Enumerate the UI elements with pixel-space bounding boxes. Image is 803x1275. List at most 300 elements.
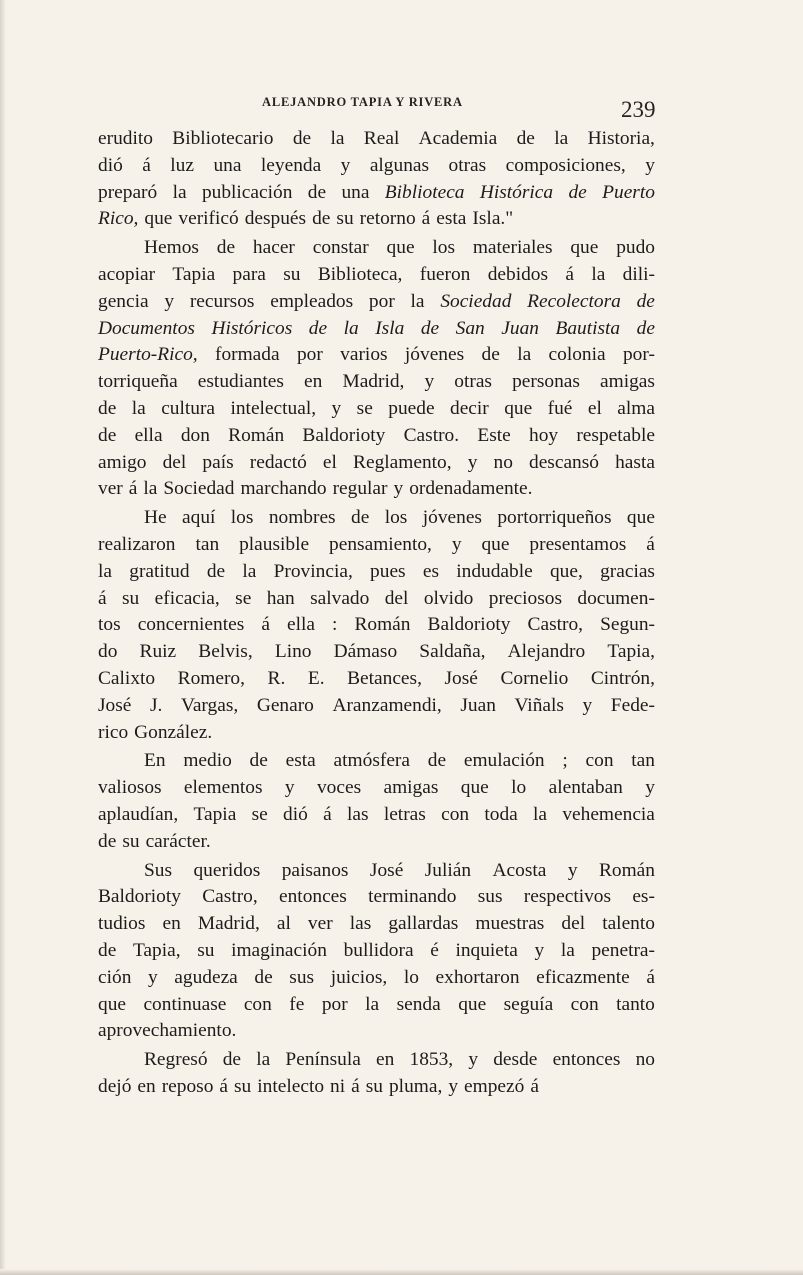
word: á	[323, 803, 332, 825]
word: gallardas	[388, 913, 459, 935]
word: Bibliotecario	[172, 128, 274, 149]
paragraph	[98, 1047, 655, 1101]
word: Aranzamendi,	[332, 694, 442, 716]
word: su	[283, 263, 301, 285]
word: gencia	[98, 290, 149, 312]
word: Madrid,	[342, 371, 405, 393]
word: la	[410, 290, 425, 312]
word: juicios,	[330, 966, 388, 988]
word: Biblioteca,	[317, 263, 403, 285]
word: Juan	[501, 317, 539, 339]
word: y	[582, 694, 593, 716]
paragraph	[98, 858, 655, 1046]
word: Isla	[375, 317, 405, 339]
word: sus	[477, 886, 503, 908]
text-line	[98, 938, 655, 965]
word: por	[296, 344, 323, 366]
word: pudo	[616, 237, 655, 259]
word: entonces	[279, 886, 347, 908]
word: voces	[316, 777, 362, 799]
word: hoy	[529, 424, 559, 446]
page-bottom-edge	[0, 1269, 803, 1275]
word: Provincia,	[273, 560, 353, 582]
word: Documentos	[98, 317, 195, 339]
word: emulación	[463, 750, 545, 772]
word: la	[554, 128, 569, 149]
word: la	[343, 317, 359, 339]
word: portorriqueños	[497, 507, 612, 529]
word: Puerto	[602, 181, 655, 203]
word: á	[646, 533, 655, 555]
word: Tapia,	[132, 939, 181, 961]
word: y	[424, 371, 435, 393]
word: Castro,	[202, 886, 258, 908]
word: puede	[388, 397, 435, 419]
word: á	[142, 154, 151, 176]
word: que	[386, 237, 415, 259]
word: aplaudían,	[98, 803, 179, 825]
word: muestras	[475, 913, 545, 935]
word: que	[626, 507, 655, 529]
text-line	[98, 992, 655, 1019]
text-line	[98, 802, 655, 829]
word: seguía	[503, 993, 554, 1015]
text-line	[98, 829, 655, 856]
text-line	[98, 965, 655, 992]
word: y	[393, 478, 404, 500]
word: presentamos	[529, 533, 627, 555]
word: que	[458, 993, 487, 1015]
text-line	[98, 666, 655, 693]
word: Academia	[418, 128, 498, 149]
word: y	[448, 1075, 459, 1097]
word: con	[570, 993, 599, 1015]
word: y	[284, 777, 295, 799]
word: de	[98, 424, 117, 446]
word: debidos	[487, 263, 549, 285]
word: la	[143, 478, 158, 500]
word: aquí	[182, 507, 216, 529]
word: fueron	[419, 263, 471, 285]
word: pluma,	[388, 1075, 443, 1097]
word: intelecto	[257, 1075, 325, 1097]
word: por-	[622, 344, 655, 366]
word: la	[98, 560, 112, 582]
word: respetable	[576, 424, 655, 446]
word: Puerto-Rico,	[98, 344, 198, 366]
word: para	[232, 263, 266, 285]
word: su	[197, 939, 215, 961]
word: Viñals	[514, 694, 564, 716]
word: regular	[332, 478, 388, 500]
word: que,	[549, 560, 583, 582]
word: letras	[383, 803, 426, 825]
word: dió	[98, 154, 123, 176]
word: las	[346, 803, 369, 825]
word: leyenda	[260, 154, 322, 176]
word: toda	[484, 803, 518, 825]
word: aprovechamiento.	[98, 1020, 237, 1042]
word: Juan	[460, 694, 496, 716]
word: ni	[330, 1075, 346, 1097]
word: don	[180, 424, 210, 446]
word: recursos	[189, 290, 255, 312]
word: amigas	[383, 777, 439, 799]
word: por	[368, 290, 395, 312]
word: pensamiento,	[329, 533, 432, 555]
word: y	[467, 451, 478, 473]
word: á	[351, 1075, 360, 1097]
word: é	[430, 939, 439, 961]
word: Reglamento,	[353, 451, 452, 473]
word: Isla."	[472, 208, 514, 230]
word: Acosta	[492, 859, 547, 881]
word: amigas	[600, 371, 655, 393]
word: y	[567, 859, 578, 881]
word: del	[561, 913, 586, 935]
word: de	[351, 507, 370, 529]
word: y	[451, 533, 462, 555]
word: José	[369, 859, 404, 881]
word: documen-	[577, 587, 655, 609]
paragraph	[98, 505, 655, 746]
word: terminando	[368, 886, 457, 908]
paragraph	[98, 126, 655, 233]
word: pues	[370, 560, 406, 582]
word: San	[455, 317, 485, 339]
text-body	[98, 126, 655, 1101]
word: Sociedad	[440, 290, 512, 312]
word: agudeza	[174, 966, 238, 988]
word: fe	[289, 993, 305, 1015]
word: tudios	[98, 913, 146, 935]
text-line	[98, 1018, 655, 1045]
word: tanto	[616, 993, 655, 1015]
page-number: 239	[621, 97, 656, 122]
word: Fede-	[610, 694, 655, 716]
word: sus	[289, 966, 315, 988]
text-line	[98, 126, 655, 153]
word: que	[570, 237, 599, 259]
word: de	[420, 317, 440, 339]
word: acopiar	[98, 263, 156, 285]
word: su	[336, 208, 354, 230]
text-line	[98, 289, 655, 316]
word: la	[365, 993, 380, 1015]
word: carácter.	[145, 830, 211, 852]
word: dió	[283, 803, 308, 825]
word: de	[98, 939, 117, 961]
word: continuase	[143, 993, 227, 1015]
word: valiosos	[98, 777, 162, 799]
word: queridos	[193, 859, 261, 881]
word: Castro.	[403, 424, 460, 446]
word: Sus	[144, 859, 173, 881]
word: y	[164, 290, 175, 312]
word: inquieta	[455, 939, 518, 961]
word: en	[376, 1049, 395, 1071]
word: marchando	[240, 478, 327, 500]
word: R.	[267, 667, 286, 689]
word: la	[560, 939, 575, 961]
word: En	[144, 750, 166, 772]
text-line	[98, 396, 655, 423]
word: tan	[631, 750, 655, 772]
word: su	[365, 1075, 383, 1097]
word: su	[122, 830, 140, 852]
word: Román	[598, 859, 655, 881]
word: de	[427, 750, 447, 772]
word: decir	[450, 397, 489, 419]
word: vehemencia	[562, 803, 655, 825]
word: Román	[228, 424, 285, 446]
word: es-	[632, 886, 655, 908]
word: entonces	[552, 1049, 621, 1071]
word: y	[331, 397, 342, 419]
word: descansó	[529, 451, 599, 473]
word: otras	[448, 154, 487, 176]
word: fué	[547, 397, 573, 419]
word: Román	[354, 614, 411, 636]
word: plausible	[239, 533, 310, 555]
word: de	[98, 830, 117, 852]
word: do	[98, 641, 118, 663]
word: respectivos	[523, 886, 612, 908]
paragraph	[98, 235, 655, 503]
word: empezó	[464, 1075, 525, 1097]
word: jóvenes	[422, 507, 482, 529]
word: á	[421, 208, 431, 230]
word: que	[144, 208, 173, 230]
text-line	[98, 693, 655, 720]
word: Romero,	[177, 667, 245, 689]
word: que	[460, 777, 489, 799]
word: ción	[98, 966, 132, 988]
word: las	[349, 913, 372, 935]
word: á	[530, 1075, 539, 1097]
word: Tapia	[193, 803, 237, 825]
word: jóvenes	[404, 344, 465, 366]
word: una	[341, 181, 370, 203]
word: esta	[436, 208, 467, 230]
word: los	[432, 237, 456, 259]
text-line	[98, 180, 655, 207]
word: erudito	[98, 128, 153, 149]
word: hacer	[252, 237, 295, 259]
word: Genaro	[256, 694, 314, 716]
word: personas	[512, 371, 580, 393]
word: y	[468, 1049, 479, 1071]
word: concernientes	[137, 614, 245, 636]
word: desde	[493, 1049, 538, 1071]
word: ella	[286, 614, 315, 636]
word: colonia	[548, 344, 606, 366]
word: y	[645, 154, 655, 176]
word: con	[243, 993, 272, 1015]
word: senda	[396, 993, 441, 1015]
word: el	[587, 397, 602, 419]
word: preparó	[98, 181, 158, 203]
word: reposo	[161, 1075, 214, 1097]
word: Cornelio	[500, 667, 569, 689]
word: del	[162, 451, 187, 473]
word: en	[304, 371, 323, 393]
word: Hemos	[144, 237, 199, 259]
word: Castro,	[527, 614, 584, 636]
word: Calixto	[98, 667, 156, 689]
word: y	[340, 154, 351, 176]
word: de	[222, 1049, 242, 1071]
word: y	[147, 966, 158, 988]
word: los	[384, 507, 408, 529]
word: lo	[511, 777, 527, 799]
word: que	[98, 993, 126, 1015]
text-line	[98, 748, 655, 775]
word: ver	[307, 913, 333, 935]
text-line	[98, 1047, 655, 1074]
word: redactó	[249, 451, 307, 473]
word: Lino	[274, 641, 312, 663]
word: esta	[285, 750, 316, 772]
word: ver	[98, 478, 123, 500]
text-line	[98, 369, 655, 396]
word: han	[266, 587, 295, 609]
word: de	[206, 560, 226, 582]
word: José	[98, 694, 132, 716]
word: 1853,	[409, 1049, 454, 1071]
running-head	[0, 93, 803, 122]
word: la	[131, 397, 146, 419]
word: elementos	[183, 777, 263, 799]
word: medio	[183, 750, 232, 772]
word: la	[517, 344, 532, 366]
word: Julián	[424, 859, 472, 881]
word: de	[568, 181, 587, 203]
word: Vargas,	[180, 694, 239, 716]
word: Betances,	[347, 667, 422, 689]
word: atmósfera	[333, 750, 410, 772]
word: cultura	[161, 397, 216, 419]
word: Cintrón,	[590, 667, 655, 689]
word: empleados	[270, 290, 354, 312]
text-line	[98, 235, 655, 262]
word: formada	[214, 344, 280, 366]
word: :	[332, 614, 338, 636]
running-title: ALEJANDRO TAPIA Y RIVERA	[262, 95, 463, 109]
word: Este	[477, 424, 511, 446]
word: que	[504, 397, 533, 419]
word: á	[219, 1075, 229, 1097]
word: ordenadamente.	[409, 478, 533, 500]
word: no	[635, 1049, 655, 1071]
word: verificó	[178, 208, 239, 230]
word: su	[122, 587, 140, 609]
word: de	[312, 208, 331, 230]
word: publicación	[201, 181, 293, 203]
word: J.	[149, 694, 163, 716]
word: Tapia,	[607, 641, 655, 663]
word: de	[216, 237, 236, 259]
word: la	[242, 560, 257, 582]
word: indudable	[456, 560, 533, 582]
word: en	[162, 913, 181, 935]
text-line	[98, 316, 655, 343]
word: se	[356, 397, 373, 419]
word: los	[230, 507, 254, 529]
word: de	[636, 290, 655, 312]
word: imaginación	[231, 939, 327, 961]
word: torriqueña	[98, 371, 178, 393]
word: del	[384, 587, 409, 609]
word: dili-	[622, 263, 655, 285]
word: eficazmente	[536, 966, 630, 988]
word: Saldaña,	[419, 641, 486, 663]
word: Real	[363, 128, 400, 149]
text-line	[98, 505, 655, 532]
word: composiciones,	[505, 154, 626, 176]
word: de	[307, 181, 327, 203]
word: de	[636, 317, 655, 339]
word: Rico,	[98, 208, 139, 230]
word: de	[249, 750, 268, 772]
text-line	[98, 262, 655, 289]
word: penetra-	[591, 939, 655, 961]
word: eficacia,	[154, 587, 220, 609]
paragraph	[98, 748, 655, 855]
word: Península	[285, 1049, 361, 1071]
word: la	[533, 803, 548, 825]
word: á	[261, 614, 270, 636]
text-line	[98, 559, 655, 586]
word: bullidora	[343, 939, 414, 961]
word: Históricos	[211, 317, 293, 339]
word: retorno	[359, 208, 416, 230]
word: de	[292, 128, 312, 149]
word: realizaron	[98, 533, 176, 555]
word: Histórica	[479, 181, 554, 203]
word: con	[585, 750, 614, 772]
word: en	[137, 1075, 156, 1097]
word: otras	[454, 371, 492, 393]
word: exhortaron	[435, 966, 520, 988]
text-line	[98, 858, 655, 885]
word: Baldorioty	[98, 886, 181, 908]
word: es	[422, 560, 439, 582]
word: país	[202, 451, 234, 473]
word: lo	[403, 966, 419, 988]
word: ;	[562, 750, 568, 772]
word: se	[235, 587, 252, 609]
word: Belvis,	[198, 641, 253, 663]
word: nombres	[268, 507, 336, 529]
text-line	[98, 911, 655, 938]
word: Madrid,	[197, 913, 260, 935]
word: á	[128, 478, 138, 500]
text-line	[98, 639, 655, 666]
text-line	[98, 775, 655, 802]
word: constar	[312, 237, 369, 259]
word: su	[234, 1075, 252, 1097]
word: la	[591, 263, 606, 285]
word: á	[98, 587, 107, 609]
word: He	[144, 507, 167, 529]
word: de	[481, 344, 500, 366]
word: González.	[134, 721, 213, 743]
text-line	[98, 720, 655, 747]
text-line	[98, 586, 655, 613]
text-line	[98, 884, 655, 911]
word: E.	[307, 667, 325, 689]
